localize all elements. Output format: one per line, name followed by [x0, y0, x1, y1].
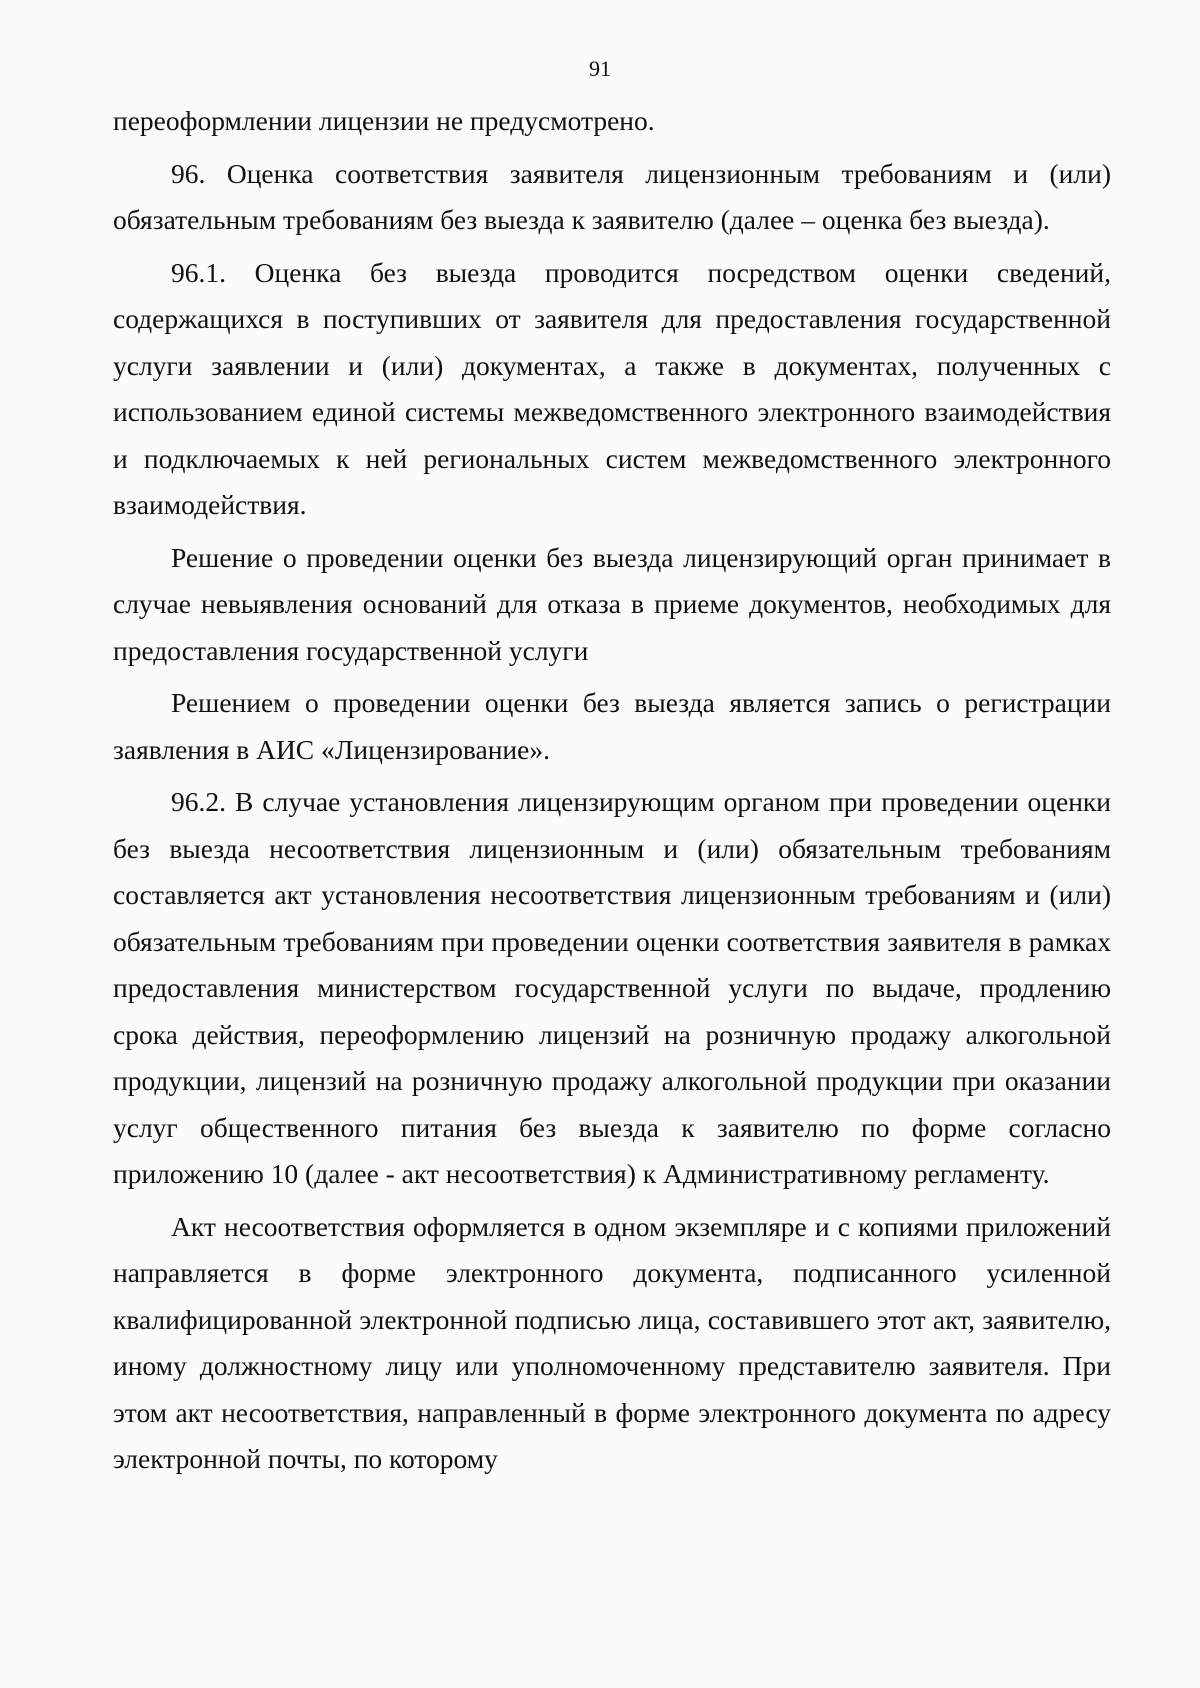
paragraph-act: Акт несоответствия оформляется в одном экземпляре и с копиями приложений направляется в форме электронного документа, подписанного усиленной квалифицированной электронной подписью лица, составившего этот акт, заявителю, иному должностному лицу или уполномоченному представителю заявителя. При этом акт несоответствия, направленный в форме электронного документа по адресу электронной почты, по которому — [113, 1210, 1111, 1474]
page-number: 91 — [589, 56, 611, 81]
paragraph-decision-record: Решением о проведении оценки без выезда является запись о регистрации заявления в АИС «Лицензирование». — [113, 687, 1111, 765]
paragraph-96: 96. Оценка соответствия заявителя лицензионным требованиям и (или) обязательным требованиям без выезда к заявителю (далее – оценка без выезда). — [113, 157, 1111, 235]
paragraph-96-2: 96.2. В случае установления лицензирующим органом при проведении оценки без выезда несоответствия лицензионным и (или) обязательным требованиям составляется акт установления несоответствия лицензионным требованиям и (или) обязательным требованиям при проведении оценки соответствия заявителя в рамках предоставления министерством государственной услуги по выдаче, продлению срока действия, переоформлению лицензий на розничную продажу алкогольной продукции, лицензий на розничную продажу алкогольной продукции при оказании услуг общественного питания без выезда к заявителю по форме согласно приложению 10 (далее - акт несоответствия) к Административному регламенту. — [113, 786, 1111, 1189]
paragraph-decision: Решение о проведении оценки без выезда лицензирующий орган принимает в случае невыявления оснований для отказа в приеме документов, необходимых для предоставления государственной услуги — [113, 541, 1111, 666]
paragraph-96-1: 96.1. Оценка без выезда проводится посредством оценки сведений, содержащихся в поступивших от заявителя для предоставления государственной услуги заявлении и (или) документах, а также в документах, полученных с использованием единой системы межведомственного электронного взаимодействия и подключаемых к ней региональных систем межведомственного электронного взаимодействия. — [113, 256, 1111, 520]
paragraph-continuation: переоформлении лицензии не предусмотрено. — [113, 105, 655, 136]
document-body — [113, 98, 1111, 1489]
